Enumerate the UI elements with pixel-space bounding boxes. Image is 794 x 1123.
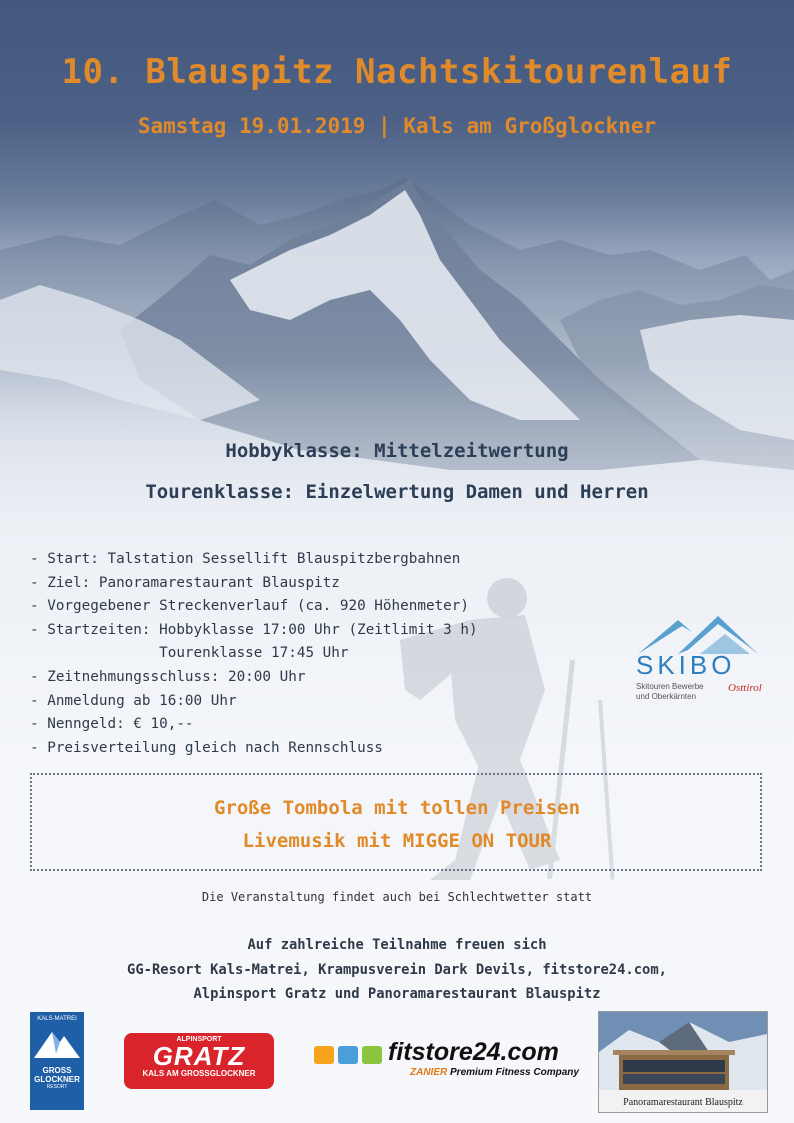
thanks-line-2: GG-Resort Kals-Matrei, Krampusverein Dark Devils, fitstore24.com,	[127, 962, 667, 978]
fitness-icon	[314, 1046, 334, 1064]
thanks-line-1: Auf zahlreiche Teilnahme freuen sich	[247, 937, 547, 953]
detail-strecke: - Vorgegebener Streckenverlauf (ca. 920 Höhenmeter)	[30, 598, 469, 615]
gg-line-1: GROSS	[42, 1066, 72, 1075]
fitstore-name: fitstore24.com	[388, 1038, 559, 1066]
event-details-list	[30, 548, 478, 760]
skibo-tagline-1: Skitouren Bewerbe	[636, 682, 704, 691]
panorama-caption: Panoramarestaurant Blauspitz	[623, 1097, 743, 1108]
gratz-bottom-text: KALS AM GROSSGLOCKNER	[142, 1069, 256, 1078]
fitstore-icons	[314, 1046, 386, 1064]
detail-startzeiten-touren: Tourenklasse 17:45 Uhr	[30, 645, 349, 662]
weather-note: Die Veranstaltung findet auch bei Schlechtwetter statt	[201, 890, 593, 904]
gg-top-text: KALS-MATREI	[37, 1016, 77, 1022]
detail-start: - Start: Talstation Sessellift Blauspitzbergbahnen	[30, 551, 461, 567]
fitstore-tagline-text: Premium Fitness Company	[450, 1067, 579, 1078]
fitstore-tagline-brand: ZANIER	[410, 1067, 448, 1078]
gg-line-2: GLOCKNER	[34, 1075, 80, 1084]
tombola-text: Große Tombola mit tollen Preisen	[213, 797, 581, 819]
panorama-photo	[598, 1011, 768, 1113]
gg-mountain-icon	[30, 1024, 84, 1062]
skibo-logo	[630, 612, 770, 708]
cycling-icon	[362, 1046, 382, 1064]
highlights-box	[30, 773, 762, 871]
detail-nenngeld: - Nenngeld: € 10,--	[30, 716, 194, 733]
skibo-name: SKIBO	[636, 650, 736, 680]
skibo-tagline-2: und Oberkärnten	[636, 692, 697, 701]
gratz-logo	[124, 1033, 274, 1089]
running-icon	[338, 1046, 358, 1064]
thanks-line-3: Alpinsport Gratz und Panoramarestaurant Blauspitz	[193, 986, 601, 1002]
detail-zeitnehmung: - Zeitnehmungsschluss: 20:00 Uhr	[30, 668, 306, 685]
music-text: Livemusik mit MIGGE ON TOUR	[242, 830, 552, 852]
hobby-class: Hobbyklasse: Mittelzeitwertung	[225, 440, 569, 462]
skibo-script: Osttirol	[728, 682, 762, 694]
fitstore-logo	[314, 1038, 579, 1082]
gg-resort-logo	[30, 1012, 84, 1110]
gratz-name: GRATZ	[152, 1041, 246, 1071]
gg-line-3: RESORT	[46, 1084, 68, 1090]
fitstore-tagline	[410, 1067, 579, 1078]
detail-anmeldung: - Anmeldung ab 16:00 Uhr	[30, 692, 237, 709]
touren-class: Tourenklasse: Einzelwertung Damen und Herren	[145, 481, 649, 503]
gratz-top-text: ALPINSPORT	[176, 1036, 222, 1043]
detail-preisverteilung: - Preisverteilung gleich nach Rennschluss	[30, 739, 383, 756]
detail-startzeiten: - Startzeiten: Hobbyklasse 17:00 Uhr (Zeitlimit 3 h)	[30, 621, 478, 638]
event-title: 10. Blauspitz Nachtskitourenlauf	[61, 52, 733, 92]
event-date-location: Samstag 19.01.2019 | Kals am Großglockner	[137, 114, 657, 138]
detail-ziel: - Ziel: Panoramarestaurant Blauspitz	[30, 574, 340, 591]
